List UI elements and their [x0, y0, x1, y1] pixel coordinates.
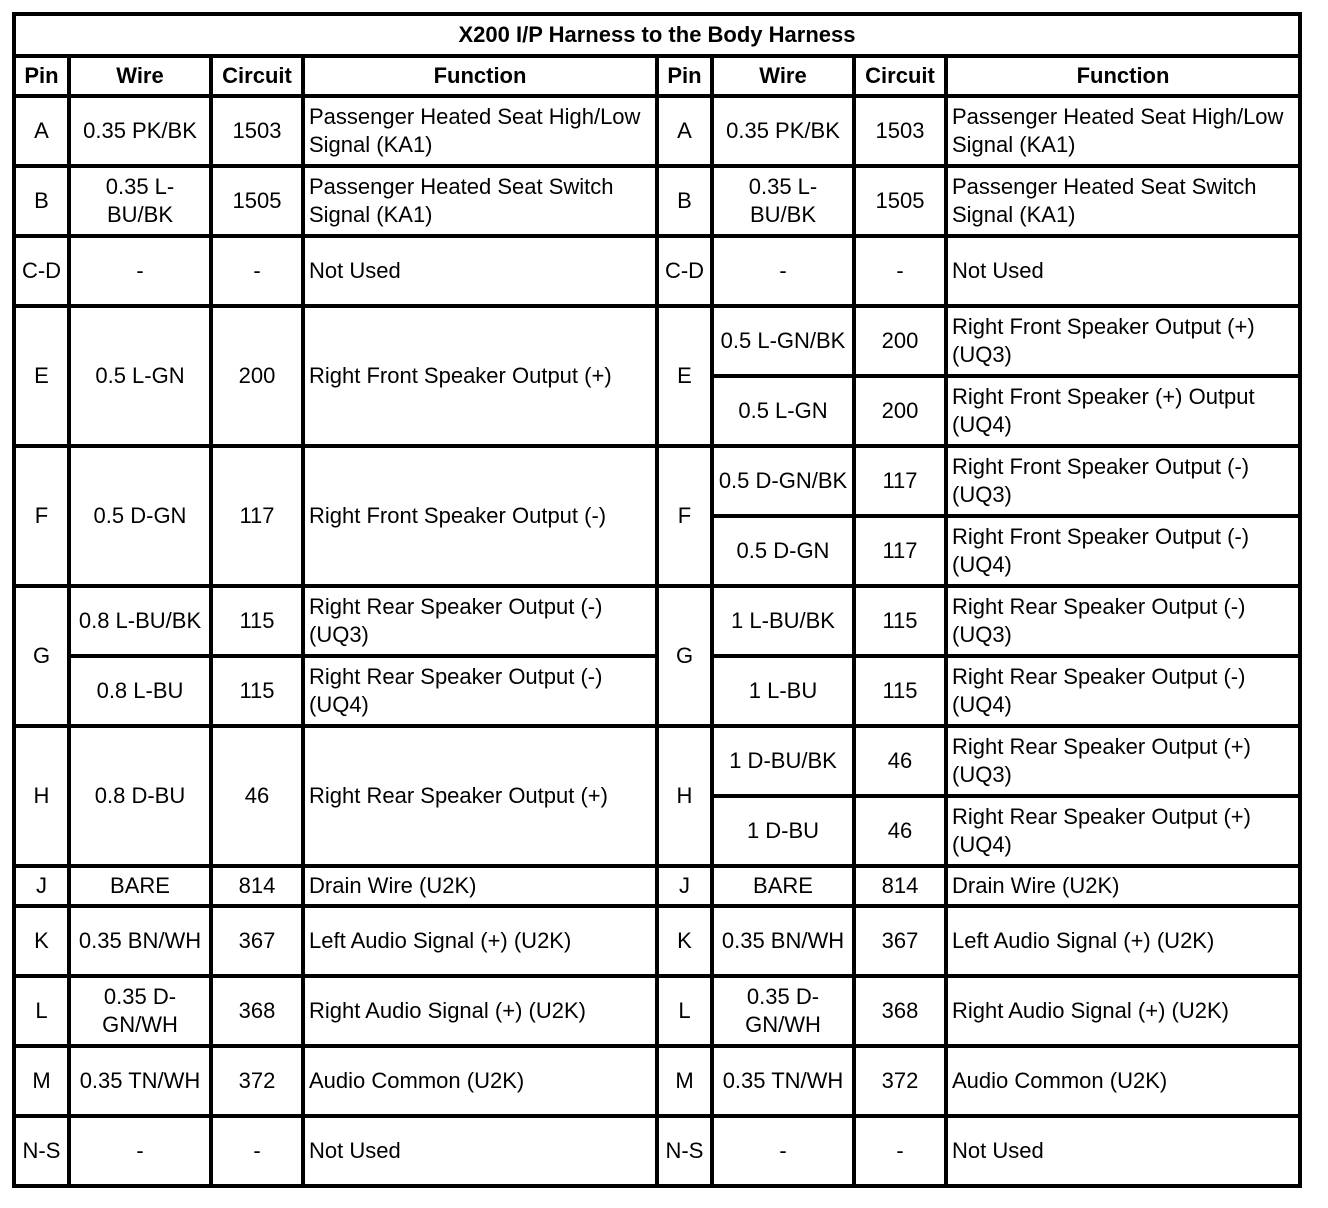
- table-row: [14, 726, 1300, 796]
- wire-cell: BARE: [712, 866, 854, 906]
- wire-cell: 0.35 D-GN/WH: [712, 976, 854, 1046]
- function-cell: Right Rear Speaker Output (+) (UQ3): [946, 726, 1300, 796]
- circuit-cell: 1505: [854, 166, 946, 236]
- wire-cell: 0.5 D-GN: [712, 516, 854, 586]
- function-cell: Right Front Speaker (+) Output (UQ4): [946, 376, 1300, 446]
- function-cell: Passenger Heated Seat High/Low Signal (KA1): [946, 96, 1300, 166]
- circuit-cell: 46: [211, 726, 303, 866]
- circuit-cell: 200: [854, 306, 946, 376]
- wire-cell: 0.5 L-GN: [712, 376, 854, 446]
- circuit-cell: 372: [211, 1046, 303, 1116]
- pin-cell: G: [14, 586, 69, 726]
- circuit-cell: -: [211, 236, 303, 306]
- pin-cell: A: [14, 96, 69, 166]
- function-cell: Not Used: [946, 236, 1300, 306]
- function-cell: Right Front Speaker Output (-): [303, 446, 657, 586]
- pin-cell: H: [14, 726, 69, 866]
- table-row: [14, 976, 1300, 1011]
- function-cell: Right Rear Speaker Output (+) (UQ4): [946, 796, 1300, 866]
- header-pin: Pin: [14, 56, 69, 96]
- wire-cell: 0.35 PK/BK: [712, 96, 854, 166]
- pin-cell: B: [657, 166, 712, 236]
- wire-cell: 0.35 BN/WH: [69, 906, 211, 976]
- header-wire: Wire: [712, 56, 854, 96]
- pin-cell: G: [657, 586, 712, 726]
- wire-cell: 0.8 D-BU: [69, 726, 211, 866]
- wire-cell: -: [712, 1116, 854, 1186]
- function-cell: Not Used: [303, 1116, 657, 1186]
- header-function: Function: [946, 56, 1300, 96]
- wire-cell: 0.5 D-GN/BK: [712, 446, 854, 516]
- function-cell: Drain Wire (U2K): [946, 866, 1300, 906]
- pin-cell: F: [657, 446, 712, 586]
- table-row: [14, 236, 1300, 271]
- function-cell: Audio Common (U2K): [303, 1046, 657, 1116]
- table-row: [14, 166, 1300, 201]
- function-cell: Right Rear Speaker Output (+): [303, 726, 657, 866]
- circuit-cell: 46: [854, 796, 946, 866]
- circuit-cell: 814: [211, 866, 303, 906]
- table-row: [14, 306, 1300, 376]
- wire-cell: -: [712, 236, 854, 306]
- wire-cell: 0.35 PK/BK: [69, 96, 211, 166]
- pin-cell: L: [14, 976, 69, 1046]
- wire-cell: 0.35 L-BU/BK: [69, 166, 211, 236]
- wire-cell: 0.35 TN/WH: [69, 1046, 211, 1116]
- circuit-cell: 814: [854, 866, 946, 906]
- circuit-cell: 115: [854, 656, 946, 726]
- function-cell: Right Audio Signal (+) (U2K): [946, 976, 1300, 1046]
- pin-cell: A: [657, 96, 712, 166]
- circuit-cell: 115: [854, 586, 946, 656]
- header-row: [14, 56, 1300, 96]
- table-body: [14, 96, 1300, 1186]
- table-row: [14, 586, 1300, 656]
- circuit-cell: 1503: [211, 96, 303, 166]
- function-cell: Audio Common (U2K): [946, 1046, 1300, 1116]
- circuit-cell: 200: [854, 376, 946, 446]
- function-cell: Right Front Speaker Output (-) (UQ4): [946, 516, 1300, 586]
- function-cell: Right Rear Speaker Output (-) (UQ4): [303, 656, 657, 726]
- table-row: [14, 1116, 1300, 1151]
- wire-cell: 0.35 D-GN/WH: [69, 976, 211, 1046]
- wire-cell: 0.5 L-GN/BK: [712, 306, 854, 376]
- circuit-cell: 115: [211, 656, 303, 726]
- wire-cell: 0.5 D-GN: [69, 446, 211, 586]
- pin-cell: C-D: [657, 236, 712, 306]
- header-circuit: Circuit: [211, 56, 303, 96]
- pin-cell: M: [657, 1046, 712, 1116]
- wire-cell: 1 L-BU: [712, 656, 854, 726]
- wire-cell: 0.8 L-BU: [69, 656, 211, 726]
- function-cell: Right Rear Speaker Output (-) (UQ4): [946, 656, 1300, 726]
- circuit-cell: 200: [211, 306, 303, 446]
- table-row: [14, 96, 1300, 131]
- pin-cell: B: [14, 166, 69, 236]
- wire-cell: BARE: [69, 866, 211, 906]
- table-row: [14, 1046, 1300, 1081]
- circuit-cell: -: [211, 1116, 303, 1186]
- wire-cell: 0.35 TN/WH: [712, 1046, 854, 1116]
- header-function: Function: [303, 56, 657, 96]
- function-cell: Right Front Speaker Output (+) (UQ3): [946, 306, 1300, 376]
- pin-cell: H: [657, 726, 712, 866]
- header-circuit: Circuit: [854, 56, 946, 96]
- circuit-cell: 117: [211, 446, 303, 586]
- table-row: [14, 446, 1300, 516]
- header-pin: Pin: [657, 56, 712, 96]
- function-cell: Not Used: [303, 236, 657, 306]
- function-cell: Right Rear Speaker Output (-) (UQ3): [303, 586, 657, 656]
- harness-table: [12, 12, 1302, 1188]
- pin-cell: C-D: [14, 236, 69, 306]
- function-cell: Passenger Heated Seat High/Low Signal (KA1): [303, 96, 657, 166]
- pin-cell: F: [14, 446, 69, 586]
- circuit-cell: 115: [211, 586, 303, 656]
- pin-cell: M: [14, 1046, 69, 1116]
- wire-cell: 0.35 BN/WH: [712, 906, 854, 976]
- pin-cell: N-S: [14, 1116, 69, 1186]
- pin-cell: L: [657, 976, 712, 1046]
- table-row: [14, 906, 1300, 941]
- function-cell: Left Audio Signal (+) (U2K): [303, 906, 657, 976]
- wire-cell: 1 D-BU: [712, 796, 854, 866]
- pin-cell: K: [657, 906, 712, 976]
- circuit-cell: 46: [854, 726, 946, 796]
- table-title: X200 I/P Harness to the Body Harness: [14, 14, 1300, 56]
- circuit-cell: 1503: [854, 96, 946, 166]
- circuit-cell: -: [854, 236, 946, 306]
- function-cell: Passenger Heated Seat Switch Signal (KA1): [946, 166, 1300, 236]
- pin-cell: J: [14, 866, 69, 906]
- wire-cell: -: [69, 236, 211, 306]
- circuit-cell: -: [854, 1116, 946, 1186]
- pin-cell: J: [657, 866, 712, 906]
- wire-cell: 0.5 L-GN: [69, 306, 211, 446]
- circuit-cell: 117: [854, 516, 946, 586]
- wire-cell: 0.35 L-BU/BK: [712, 166, 854, 236]
- circuit-cell: 367: [854, 906, 946, 976]
- pin-cell: N-S: [657, 1116, 712, 1186]
- function-cell: Left Audio Signal (+) (U2K): [946, 906, 1300, 976]
- circuit-cell: 117: [854, 446, 946, 516]
- function-cell: Right Rear Speaker Output (-) (UQ3): [946, 586, 1300, 656]
- header-wire: Wire: [69, 56, 211, 96]
- wire-cell: -: [69, 1116, 211, 1186]
- circuit-cell: 367: [211, 906, 303, 976]
- pin-cell: K: [14, 906, 69, 976]
- pin-cell: E: [14, 306, 69, 446]
- circuit-cell: 368: [854, 976, 946, 1046]
- wire-cell: 1 L-BU/BK: [712, 586, 854, 656]
- table-row: [14, 866, 1300, 886]
- function-cell: Passenger Heated Seat Switch Signal (KA1): [303, 166, 657, 236]
- wire-cell: 1 D-BU/BK: [712, 726, 854, 796]
- circuit-cell: 372: [854, 1046, 946, 1116]
- circuit-cell: 1505: [211, 166, 303, 236]
- function-cell: Drain Wire (U2K): [303, 866, 657, 906]
- wire-cell: 0.8 L-BU/BK: [69, 586, 211, 656]
- function-cell: Right Front Speaker Output (-) (UQ3): [946, 446, 1300, 516]
- circuit-cell: 368: [211, 976, 303, 1046]
- function-cell: Not Used: [946, 1116, 1300, 1186]
- pin-cell: E: [657, 306, 712, 446]
- function-cell: Right Front Speaker Output (+): [303, 306, 657, 446]
- function-cell: Right Audio Signal (+) (U2K): [303, 976, 657, 1046]
